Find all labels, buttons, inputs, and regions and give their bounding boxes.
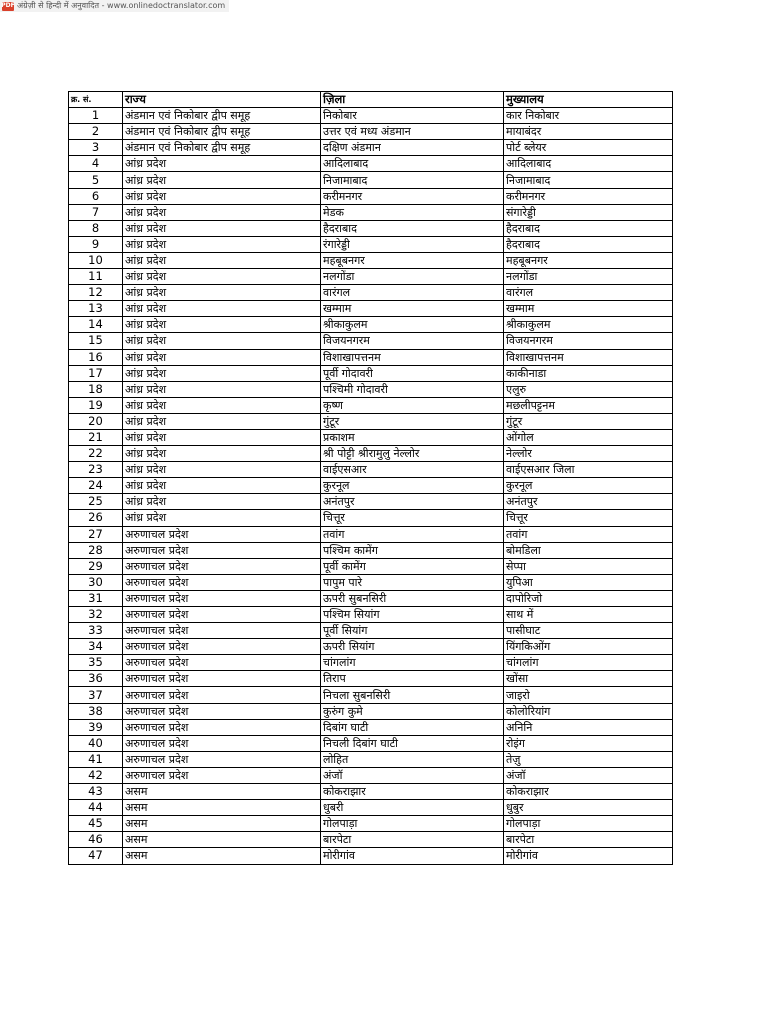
table-row <box>69 526 673 542</box>
serial-number-cell: 43 <box>69 784 123 800</box>
district-cell: वाईएसआर <box>321 462 504 478</box>
state-cell: आंध्र प्रदेश <box>123 462 321 478</box>
state-cell: आंध्र प्रदेश <box>123 285 321 301</box>
table-row <box>69 510 673 526</box>
headquarters-cell: गुंटूर <box>504 413 673 429</box>
serial-number-cell: 24 <box>69 478 123 494</box>
state-cell: अरुणाचल प्रदेश <box>123 526 321 542</box>
serial-number-cell: 47 <box>69 848 123 864</box>
district-cell: प्रकाशम <box>321 429 504 445</box>
serial-number-cell: 20 <box>69 413 123 429</box>
state-cell: आंध्र प्रदेश <box>123 349 321 365</box>
headquarters-cell: साथ में <box>504 607 673 623</box>
state-cell: असम <box>123 832 321 848</box>
state-cell: अरुणाचल प्रदेश <box>123 735 321 751</box>
headquarters-cell: ओंगोल <box>504 429 673 445</box>
state-cell: अंडमान एवं निकोबार द्वीप समूह <box>123 108 321 124</box>
table-row <box>69 542 673 558</box>
table-row <box>69 655 673 671</box>
headquarters-cell: संगारेड्डी <box>504 204 673 220</box>
serial-number-cell: 29 <box>69 558 123 574</box>
serial-number-cell: 1 <box>69 108 123 124</box>
serial-number-cell: 10 <box>69 252 123 268</box>
table-header-row <box>69 92 673 108</box>
district-cell: पश्चिम कामेंग <box>321 542 504 558</box>
state-cell: अरुणाचल प्रदेश <box>123 542 321 558</box>
column-header-headquarters: मुख्यालय <box>504 92 673 108</box>
district-cell: रंगारेड्डी <box>321 236 504 252</box>
serial-number-cell: 30 <box>69 574 123 590</box>
state-cell: आंध्र प्रदेश <box>123 172 321 188</box>
district-cell: कृष्ण <box>321 397 504 413</box>
state-cell: अरुणाचल प्रदेश <box>123 574 321 590</box>
table-row <box>69 590 673 606</box>
headquarters-cell: करीमनगर <box>504 188 673 204</box>
district-cell: निचला सुबनसिरी <box>321 687 504 703</box>
serial-number-cell: 22 <box>69 446 123 462</box>
state-cell: आंध्र प्रदेश <box>123 397 321 413</box>
headquarters-cell: वाईएसआर जिला <box>504 462 673 478</box>
column-header-district: ज़िला <box>321 92 504 108</box>
headquarters-cell: दापोरिजो <box>504 590 673 606</box>
serial-number-cell: 34 <box>69 639 123 655</box>
district-cell: दिबांग घाटी <box>321 719 504 735</box>
column-header-serial: क्र. सं. <box>69 92 123 108</box>
district-cell: बारपेटा <box>321 832 504 848</box>
headquarters-cell: कुरनूल <box>504 478 673 494</box>
state-cell: आंध्र प्रदेश <box>123 381 321 397</box>
table-row <box>69 816 673 832</box>
table-row <box>69 413 673 429</box>
table-row <box>69 784 673 800</box>
translator-banner[interactable] <box>0 0 229 12</box>
district-cell: पश्चिमी गोदावरी <box>321 381 504 397</box>
district-cell: पश्चिम सियांग <box>321 607 504 623</box>
table-row <box>69 800 673 816</box>
headquarters-cell: कोकराझार <box>504 784 673 800</box>
table-row <box>69 188 673 204</box>
district-cell: कोकराझार <box>321 784 504 800</box>
headquarters-cell: मोरीगांव <box>504 848 673 864</box>
serial-number-cell: 9 <box>69 236 123 252</box>
state-cell: आंध्र प्रदेश <box>123 510 321 526</box>
district-cell: अंजॉ <box>321 767 504 783</box>
state-cell: अरुणाचल प्रदेश <box>123 767 321 783</box>
state-cell: आंध्र प्रदेश <box>123 236 321 252</box>
state-cell: आंध्र प्रदेश <box>123 188 321 204</box>
state-cell: अरुणाचल प्रदेश <box>123 687 321 703</box>
headquarters-cell: हैदराबाद <box>504 220 673 236</box>
district-cell: हैदराबाद <box>321 220 504 236</box>
headquarters-cell: पासीघाट <box>504 623 673 639</box>
table-row <box>69 623 673 639</box>
headquarters-cell: कोलोरियांग <box>504 703 673 719</box>
serial-number-cell: 32 <box>69 607 123 623</box>
headquarters-cell: सेप्पा <box>504 558 673 574</box>
district-cell: उत्तर एवं मध्य अंडमान <box>321 124 504 140</box>
state-cell: आंध्र प्रदेश <box>123 220 321 236</box>
serial-number-cell: 41 <box>69 751 123 767</box>
headquarters-cell: विशाखापत्तनम <box>504 349 673 365</box>
serial-number-cell: 16 <box>69 349 123 365</box>
state-cell: अरुणाचल प्रदेश <box>123 703 321 719</box>
table-row <box>69 639 673 655</box>
district-cell: अनंतपुर <box>321 494 504 510</box>
serial-number-cell: 4 <box>69 156 123 172</box>
district-cell: तवांग <box>321 526 504 542</box>
table-row <box>69 607 673 623</box>
table-row <box>69 446 673 462</box>
serial-number-cell: 23 <box>69 462 123 478</box>
headquarters-cell: अंजॉ <box>504 767 673 783</box>
headquarters-cell: हैदराबाद <box>504 236 673 252</box>
serial-number-cell: 25 <box>69 494 123 510</box>
district-cell: श्री पोट्टी श्रीरामुलु नेल्लोर <box>321 446 504 462</box>
column-header-state: राज्य <box>123 92 321 108</box>
state-cell: आंध्र प्रदेश <box>123 365 321 381</box>
serial-number-cell: 13 <box>69 301 123 317</box>
district-cell: कुरनूल <box>321 478 504 494</box>
headquarters-cell: आदिलाबाद <box>504 156 673 172</box>
table-row <box>69 687 673 703</box>
district-cell: पापुम पारे <box>321 574 504 590</box>
table-row <box>69 429 673 445</box>
state-cell: अरुणाचल प्रदेश <box>123 607 321 623</box>
district-cell: पूर्वी गोदावरी <box>321 365 504 381</box>
state-cell: अरुणाचल प्रदेश <box>123 558 321 574</box>
district-cell: निजामाबाद <box>321 172 504 188</box>
state-cell: अंडमान एवं निकोबार द्वीप समूह <box>123 124 321 140</box>
table-row <box>69 172 673 188</box>
state-cell: असम <box>123 816 321 832</box>
state-cell: अंडमान एवं निकोबार द्वीप समूह <box>123 140 321 156</box>
pdf-icon: PDF <box>1 2 15 9</box>
table-row <box>69 703 673 719</box>
headquarters-cell: एलुरु <box>504 381 673 397</box>
district-cell: विजयनगरम <box>321 333 504 349</box>
serial-number-cell: 42 <box>69 767 123 783</box>
serial-number-cell: 5 <box>69 172 123 188</box>
district-cell: वारंगल <box>321 285 504 301</box>
serial-number-cell: 6 <box>69 188 123 204</box>
district-cell: तिराप <box>321 671 504 687</box>
table-row <box>69 719 673 735</box>
serial-number-cell: 46 <box>69 832 123 848</box>
district-cell: धुबरी <box>321 800 504 816</box>
table-row <box>69 494 673 510</box>
serial-number-cell: 31 <box>69 590 123 606</box>
table-row <box>69 397 673 413</box>
headquarters-cell: यिंगकिओंग <box>504 639 673 655</box>
state-cell: आंध्र प्रदेश <box>123 494 321 510</box>
table-row <box>69 558 673 574</box>
district-cell: गुंटूर <box>321 413 504 429</box>
headquarters-cell: वारंगल <box>504 285 673 301</box>
serial-number-cell: 21 <box>69 429 123 445</box>
serial-number-cell: 27 <box>69 526 123 542</box>
table-row <box>69 269 673 285</box>
table-row <box>69 220 673 236</box>
district-cell: ऊपरी सियांग <box>321 639 504 655</box>
table-row <box>69 140 673 156</box>
district-cell: लोहित <box>321 751 504 767</box>
district-cell: ऊपरी सुबनसिरी <box>321 590 504 606</box>
headquarters-cell: खोंसा <box>504 671 673 687</box>
state-cell: आंध्र प्रदेश <box>123 333 321 349</box>
headquarters-cell: महबूबनगर <box>504 252 673 268</box>
headquarters-cell: बोमडिला <box>504 542 673 558</box>
serial-number-cell: 12 <box>69 285 123 301</box>
district-table <box>68 91 673 865</box>
serial-number-cell: 33 <box>69 623 123 639</box>
district-cell: खम्माम <box>321 301 504 317</box>
headquarters-cell: मछलीपट्टनम <box>504 397 673 413</box>
table-row <box>69 462 673 478</box>
headquarters-cell: गोलपाड़ा <box>504 816 673 832</box>
serial-number-cell: 18 <box>69 381 123 397</box>
serial-number-cell: 37 <box>69 687 123 703</box>
table-row <box>69 365 673 381</box>
table-body <box>69 108 673 864</box>
serial-number-cell: 7 <box>69 204 123 220</box>
headquarters-cell: पोर्ट ब्लेयर <box>504 140 673 156</box>
serial-number-cell: 8 <box>69 220 123 236</box>
table-row <box>69 349 673 365</box>
headquarters-cell: नलगोंडा <box>504 269 673 285</box>
district-cell: चित्तूर <box>321 510 504 526</box>
district-cell: श्रीकाकुलम <box>321 317 504 333</box>
table-row <box>69 204 673 220</box>
table-row <box>69 848 673 864</box>
state-cell: आंध्र प्रदेश <box>123 252 321 268</box>
state-cell: अरुणाचल प्रदेश <box>123 719 321 735</box>
headquarters-cell: मायाबंदर <box>504 124 673 140</box>
district-cell: नलगोंडा <box>321 269 504 285</box>
table-row <box>69 124 673 140</box>
state-cell: आंध्र प्रदेश <box>123 269 321 285</box>
table-row <box>69 767 673 783</box>
state-cell: आंध्र प्रदेश <box>123 413 321 429</box>
serial-number-cell: 28 <box>69 542 123 558</box>
serial-number-cell: 14 <box>69 317 123 333</box>
table-row <box>69 381 673 397</box>
state-cell: अरुणाचल प्रदेश <box>123 655 321 671</box>
district-cell: पूर्वी कामेंग <box>321 558 504 574</box>
serial-number-cell: 17 <box>69 365 123 381</box>
district-cell: आदिलाबाद <box>321 156 504 172</box>
table-row <box>69 574 673 590</box>
state-cell: अरुणाचल प्रदेश <box>123 590 321 606</box>
banner-text[interactable]: अंग्रेज़ी से हिन्दी में अनुवादित - www.onlinedoctranslator.com <box>17 1 226 10</box>
district-cell: पूर्वी सियांग <box>321 623 504 639</box>
serial-number-cell: 40 <box>69 735 123 751</box>
state-cell: आंध्र प्रदेश <box>123 478 321 494</box>
table-row <box>69 751 673 767</box>
district-cell: मेडक <box>321 204 504 220</box>
state-cell: असम <box>123 784 321 800</box>
serial-number-cell: 45 <box>69 816 123 832</box>
district-cell: करीमनगर <box>321 188 504 204</box>
table-row <box>69 252 673 268</box>
headquarters-cell: चांगलांग <box>504 655 673 671</box>
headquarters-cell: विजयनगरम <box>504 333 673 349</box>
serial-number-cell: 3 <box>69 140 123 156</box>
headquarters-cell: चित्तूर <box>504 510 673 526</box>
headquarters-cell: जाइरो <box>504 687 673 703</box>
table-row <box>69 478 673 494</box>
headquarters-cell: धुबुर <box>504 800 673 816</box>
serial-number-cell: 36 <box>69 671 123 687</box>
table-row <box>69 671 673 687</box>
district-cell: मोरीगांव <box>321 848 504 864</box>
headquarters-cell: नेल्लोर <box>504 446 673 462</box>
headquarters-cell: अनिनि <box>504 719 673 735</box>
state-cell: असम <box>123 800 321 816</box>
serial-number-cell: 44 <box>69 800 123 816</box>
serial-number-cell: 26 <box>69 510 123 526</box>
state-cell: आंध्र प्रदेश <box>123 429 321 445</box>
district-cell: चांगलांग <box>321 655 504 671</box>
serial-number-cell: 19 <box>69 397 123 413</box>
headquarters-cell: कार निकोबार <box>504 108 673 124</box>
table-row <box>69 301 673 317</box>
table-row <box>69 108 673 124</box>
district-cell: निचली दिबांग घाटी <box>321 735 504 751</box>
district-cell: महबूबनगर <box>321 252 504 268</box>
state-cell: अरुणाचल प्रदेश <box>123 671 321 687</box>
serial-number-cell: 38 <box>69 703 123 719</box>
headquarters-cell: श्रीकाकुलम <box>504 317 673 333</box>
table-row <box>69 832 673 848</box>
table-row <box>69 333 673 349</box>
district-cell: गोलपाड़ा <box>321 816 504 832</box>
table-row <box>69 735 673 751</box>
state-cell: आंध्र प्रदेश <box>123 301 321 317</box>
state-cell: अरुणाचल प्रदेश <box>123 751 321 767</box>
district-cell: निकोबार <box>321 108 504 124</box>
headquarters-cell: तवांग <box>504 526 673 542</box>
district-cell: कुरुंग कुमे <box>321 703 504 719</box>
state-cell: आंध्र प्रदेश <box>123 446 321 462</box>
table-row <box>69 236 673 252</box>
serial-number-cell: 2 <box>69 124 123 140</box>
headquarters-cell: तेज़ु <box>504 751 673 767</box>
headquarters-cell: युपिआ <box>504 574 673 590</box>
district-cell: विशाखापत्तनम <box>321 349 504 365</box>
headquarters-cell: खम्माम <box>504 301 673 317</box>
headquarters-cell: रोइंग <box>504 735 673 751</box>
headquarters-cell: निजामाबाद <box>504 172 673 188</box>
table-row <box>69 156 673 172</box>
district-cell: दक्षिण अंडमान <box>321 140 504 156</box>
table-row <box>69 317 673 333</box>
state-cell: आंध्र प्रदेश <box>123 204 321 220</box>
serial-number-cell: 11 <box>69 269 123 285</box>
serial-number-cell: 15 <box>69 333 123 349</box>
state-cell: आंध्र प्रदेश <box>123 317 321 333</box>
table-row <box>69 285 673 301</box>
serial-number-cell: 39 <box>69 719 123 735</box>
headquarters-cell: काकीनाडा <box>504 365 673 381</box>
serial-number-cell: 35 <box>69 655 123 671</box>
state-cell: असम <box>123 848 321 864</box>
state-cell: आंध्र प्रदेश <box>123 156 321 172</box>
headquarters-cell: बारपेटा <box>504 832 673 848</box>
state-cell: अरुणाचल प्रदेश <box>123 639 321 655</box>
state-cell: अरुणाचल प्रदेश <box>123 623 321 639</box>
headquarters-cell: अनंतपुर <box>504 494 673 510</box>
